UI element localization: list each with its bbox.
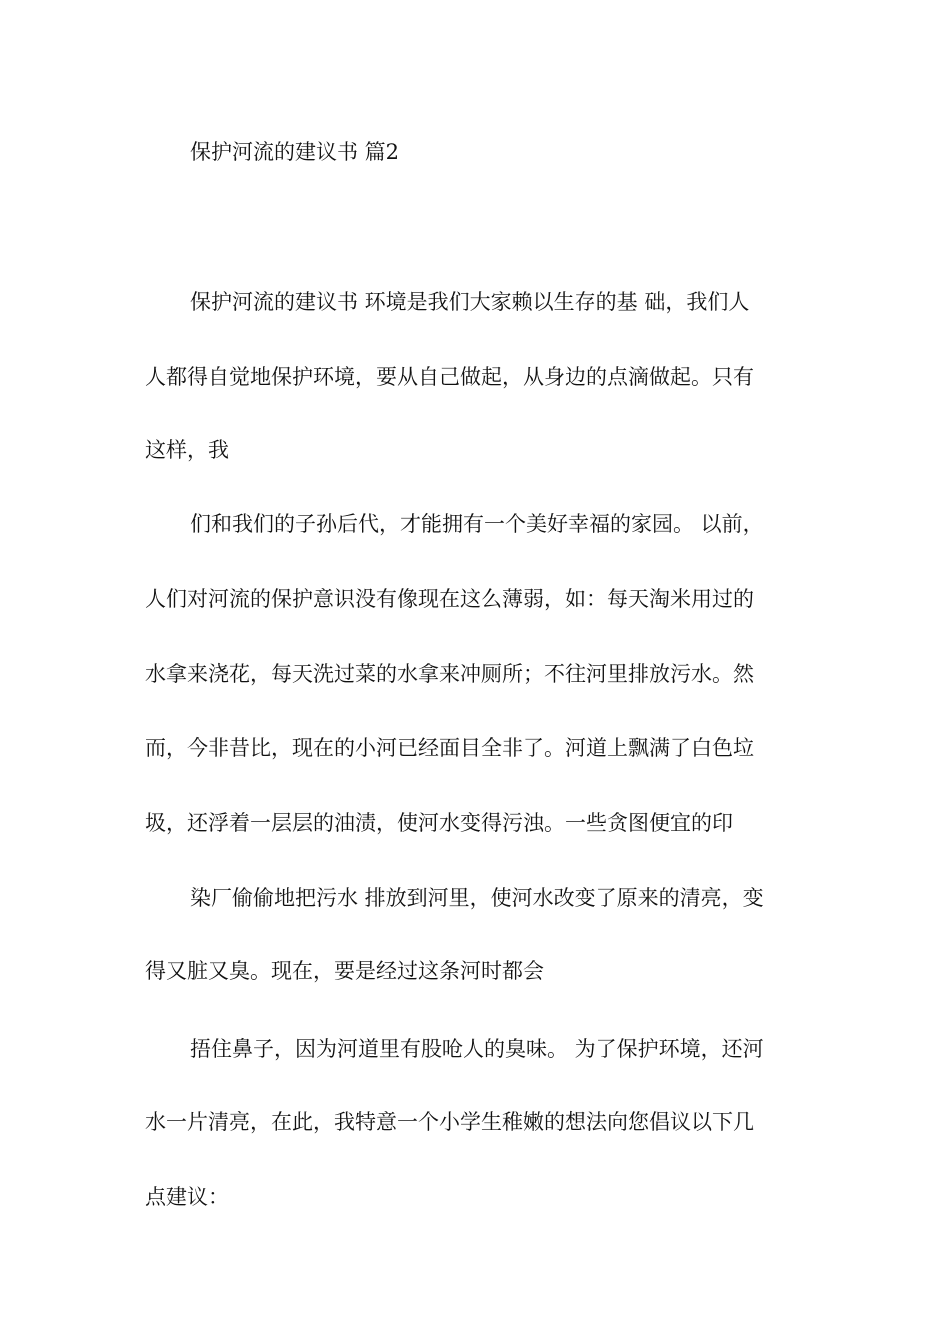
text-line: 染厂偷偷地把污水 排放到河里，使河水改变了原来的清亮，变 xyxy=(190,886,764,910)
text-line: 而，今非昔比，现在的小河已经面目全非了。河道上飘满了白色垃 xyxy=(145,736,754,760)
text-line: 捂住鼻子，因为河道里有股呛人的臭味。 为了保护环境，还河 xyxy=(190,1037,764,1061)
text-line: 点建议： xyxy=(145,1185,229,1209)
text-line: 水拿来浇花，每天洗过菜的水拿来冲厕所；不往河里排放污水。然 xyxy=(145,662,754,686)
text-line: 圾，还浮着一层层的油渍，使河水变得污浊。一些贪图便宜的印 xyxy=(145,811,733,835)
text-line: 这样，我 xyxy=(145,438,229,462)
text-line: 保护河流的建议书 环境是我们大家赖以生存的基 础，我们人 xyxy=(190,290,750,314)
text-line: 得又脏又臭。现在，要是经过这条河时都会 xyxy=(145,959,544,983)
text-line: 人都得自觉地保护环境，要从自己做起，从身边的点滴做起。只有 xyxy=(145,365,754,389)
text-line: 水一片清亮，在此，我特意一个小学生稚嫩的想法向您倡议以下几 xyxy=(145,1110,754,1134)
text-line: 人们对河流的保护意识没有像现在这么薄弱，如：每天淘米用过的 xyxy=(145,587,754,611)
text-line: 们和我们的子孙后代，才能拥有一个美好幸福的家园。 以前， xyxy=(190,512,764,536)
document-title: 保护河流的建议书 篇2 xyxy=(190,140,400,164)
